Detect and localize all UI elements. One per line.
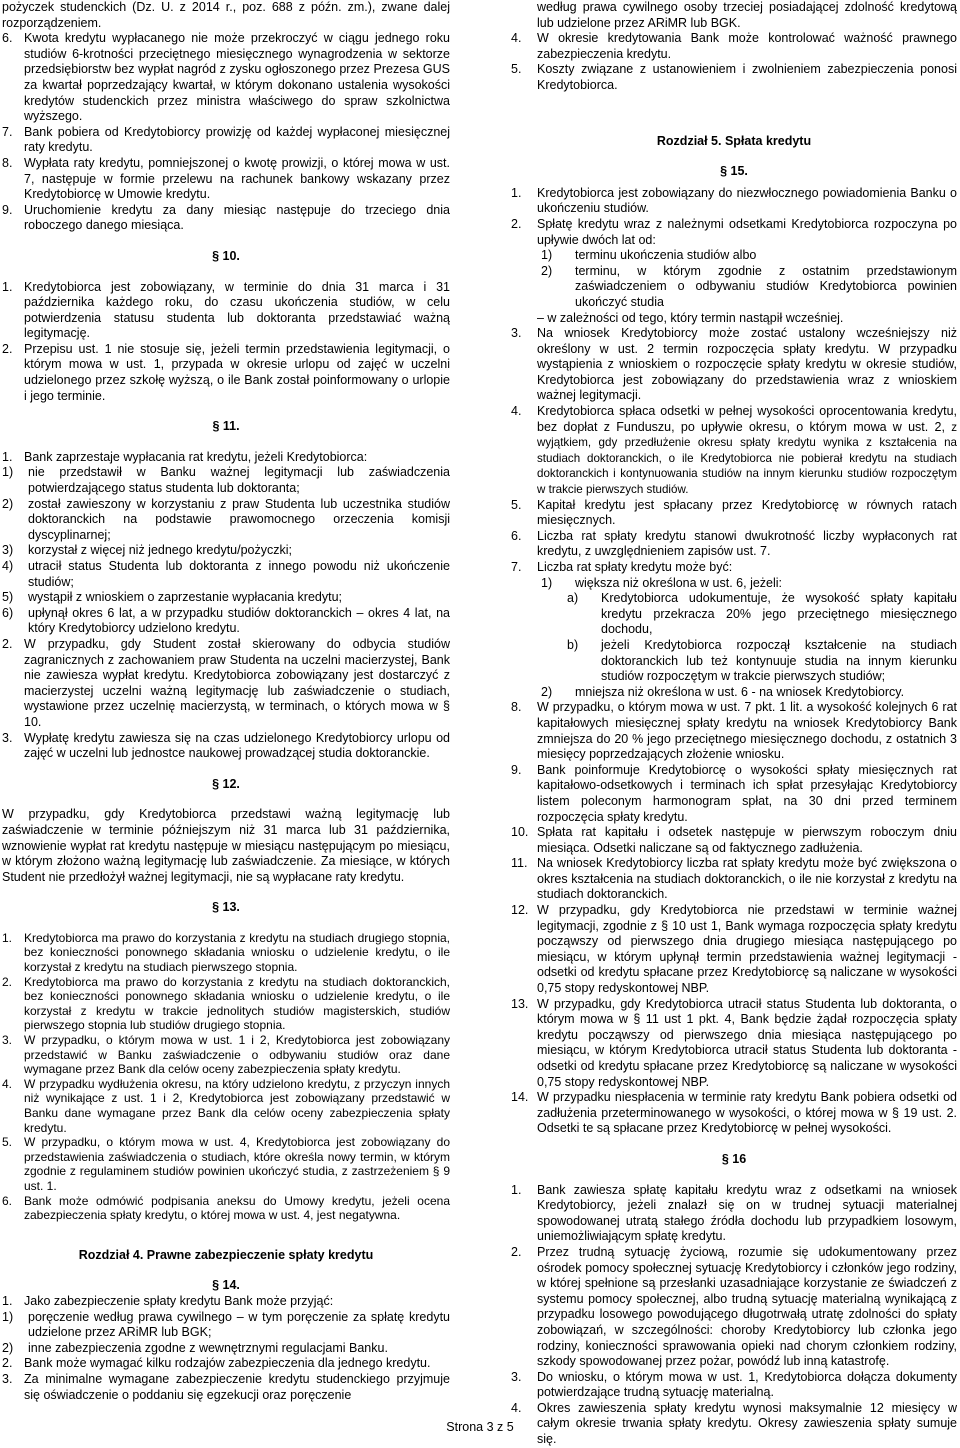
- sub-item: 2) inne zabezpieczenia zgodne z wewnętrznymi regulacjami Banku.: [2, 1340, 388, 1355]
- list-item: 2. Spłatę kredytu wraz z należnymi odsetkami Kredytobiorca rozpoczyna po upływie dwóch lat od:: [511, 216, 957, 247]
- list-item: 9. Uruchomienie kredytu za dany miesiąc następuje do trzeciego dnia roboczego danego miesiąca.: [2, 202, 450, 233]
- list-item: 5. Kapitał kredytu jest spłacany przez Kredytobiorcę w równych ratach miesięcznych.: [511, 497, 957, 528]
- list-item: 3. Za minimalne wymagane zabezpieczenie kredytu studenckiego przyjmuje się oświadczenie o poddaniu się egzekucji oraz poręczenie: [2, 1371, 450, 1402]
- list-item: 3. Na wniosek Kredytobiorcy może zostać ustalony wcześniejszy niż określony w ust. 2 termin rozpoczęcia spłaty kredytu. W przypadku wystąpienia z wnioskiem o rozpoczęcie spłaty kredytu w okresie studiów, Kredytobiorca jest zobowiązany do przedstawienia wraz z wnioskiem ważnej legitymacji.: [511, 326, 957, 403]
- list-item: 1. Kredytobiorca jest zobowiązany, w terminie do dnia 31 marca i 31 października każdego roku, do czasu ukończenia studiów, w celu potwierdzenia statusu studenta lub doktoranta przedstawiać ważną legitymację.: [2, 279, 450, 341]
- list-item: 3. W przypadku, o którym mowa w ust. 1 i 2, Kredytobiorca jest zobowiązany przedstawić w Banku zaświadczenie o odbywaniu studiów oraz dane wymagane przez Bank dla celów oceny zabezpieczenia spłaty kredytu.: [2, 1033, 450, 1077]
- section-heading-10: § 10.: [212, 248, 240, 263]
- sub-item: 1) większa niż określona w ust. 6, jeżeli:: [541, 575, 783, 590]
- list-item: 2. Przepisu ust. 1 nie stosuje się, jeżeli termin przedstawienia legitymacji, o którym mowa w ust. 1, przypada w okresie urlopu od zajęć w uczelni udzielonego przez szkołę wyższą, o ile Bank został poinformowany o urlopie i jego terminie.: [2, 341, 450, 403]
- list-item: 13. W przypadku, gdy Kredytobiorca utracił status Studenta lub doktoranta, o którym mowa w § 11 ust 1 pkt. 4, Bank będzie żądał rozpoczęcia spłaty kredytu począwszy od pierwszego dnia miesiąca następującego po miesiącu, w którym Kredytobiorca utracił status Studenta lub doktoranta - odsetki od kredytu spłacane przez Kredytobiorcę są naliczane w wysokości 0,75 stopy redyskontowej NBP.: [511, 996, 957, 1089]
- list-item: 6. Kwota kredytu wypłacanego nie może przekroczyć w ciągu jednego roku studiów 6-krotności przeciętnego miesięcznego wynagrodzenia w sektorze przedsiębiorstw bez wypłat nagród z zysku ogłoszonego przez Prezesa GUS za kwartał poprzedzający kwartał, w którym dokonano ustalenia wysokości kredytów studenckich przez ministra właściwego do spraw szkolnictwa wyższego.: [2, 31, 450, 124]
- list-item: 9. Bank poinformuje Kredytobiorcę o wysokości spłaty miesięcznych rat kapitałowo-odsetkowych i terminach ich spłat przesyłając Kredytobiorcy listem poleconym harmonogram spłat, na 30 dni przed terminem rozpoczęcia spłaty kredytu.: [511, 762, 957, 824]
- sub-item: 1) terminu ukończenia studiów albo: [541, 248, 757, 263]
- section-heading-11: § 11.: [212, 419, 240, 434]
- list-item: 2. W przypadku, gdy Student został skierowany do odbycia studiów zagranicznych z zachowaniem praw Studenta na uczelni macierzystej, Bank nie zawiesza wypłat kredytu. Kredytobiorca zobowiązany jest dostarczyć z macierzystej uczelni ważną legitymację lub zaświadczenie o studiach, wystawione przez uczelnię macierzystą, w terminach, o których mowa w § 10.: [2, 636, 450, 729]
- list-item: 1. Kredytobiorca ma prawo do korzystania z kredytu na studiach drugiego stopnia, bez konieczności ponownego składania wniosku o udzielenie kredytu, o ile korzystał z kredytu na studiach pierwszego stopnia.: [2, 930, 450, 975]
- s13-items: [2, 931, 450, 1223]
- continuation-text: według prawa cywilnego osoby trzeciej posiadającej zdolność kredytową lub udzielone przez ARiMR lub BGK.: [537, 0, 957, 30]
- section-heading-13: § 13.: [212, 900, 240, 915]
- sub-item: 6) upłynął okres 6 lat, a w przypadku studiów doktoranckich – okres 4 lat, na który Kredytobiorcy udzielono kredytu.: [2, 605, 450, 636]
- list-item: 6. Liczba rat spłaty kredytu stanowi dwukrotność liczby wypłaconych rat kredytu, z uwzględnieniem zapisów ust. 7.: [511, 528, 957, 559]
- paragraph-12: W przypadku, gdy Kredytobiorca przedstawi ważną legitymację lub zaświadczenie w terminie późniejszym niż 31 marca lub 31 października, wznowienie wypłat rat kredytu następuje w miesiącu następującym po miesiącu, w którym złożono ważną legitymację lub zaświadczenie. Za miesiące, w których Student nie przedłożył ważnej legitymacji, nie są wypłacane raty kredytu.: [2, 807, 450, 884]
- list-item: 8. Wypłata raty kredytu, pomniejszonej o kwotę prowizji, o której mowa w ust. 7, następuje w formie przelewu na rachunek bankowy wskazany przez Kredytobiorcę w Umowie kredytu.: [2, 155, 450, 202]
- list-item: 10. Spłata rat kapitału i odsetek następuje w pierwszym roboczym dniu miesiąca. Odsetki naliczane są od faktycznego zadłużenia.: [511, 825, 957, 855]
- chapter-4-heading: Rozdział 4. Prawne zabezpieczenie spłaty kredytu: [78, 1247, 374, 1262]
- sub-sub-item: a) Kredytobiorca udokumentuje, że wysokość spłaty kapitału kredytu przekracza 20% jego przeciętnego miesięcznego dochodu,: [567, 591, 957, 637]
- list-item: 3. Do wniosku, o którym mowa w ust. 1, Kredytobiorca dołącza dokumenty potwierdzające trudną sytuację materialną.: [511, 1369, 957, 1400]
- list-item: 1. Bank zawiesza spłatę kapitału kredytu wraz z odsetkami na wniosek Kredytobiorcy, jeżeli znalazł się on w trudnej sytuacji materialnej spowodowanej utratą stałego źródła dochodu lub przypadkiem losowym, uniemożliwiającym spłatę kredytu.: [511, 1182, 957, 1244]
- list-item: 12. W przypadku, gdy Kredytobiorca nie przedstawi w terminie ważnej legitymacji, zgodnie z § 10 ust 1, Bank wymaga rozpoczęcia spłaty kredytu począwszy od pierwszego dnia drugiego miesiąca następującego po miesiącu, w którym upłynął termin przedstawienia ważnej legitymacji - odsetki od kredytu spłacane przez Kredytobiorcę są naliczane w wysokości 0,75 stopy redyskontowej NBP.: [511, 903, 957, 996]
- right-column: [511, 0, 957, 1448]
- section-heading-15: § 15.: [720, 164, 748, 179]
- sub-item: 2) terminu, w którym zgodnie z ostatnim przedstawionym zaświadczeniem o odbywaniu studiów Kredytobiorca powinien ukończyć studia: [541, 263, 957, 309]
- sub-item: 4) utracił status Studenta lub doktoranta z innego powodu niż ukończenie studiów;: [2, 559, 450, 589]
- list-item: 4. Kredytobiorca spłaca odsetki w pełnej wysokości oprocentowania kredytu, bez dopłat z Funduszu, po upływie okresu, o którym mowa w ust. 2, z wyjątkiem, gdy przedłużenie okresu spłaty kredytu wynika z kształcenia na studiach doktoranckich, o ile Kredytobiorca nie pobierał kredytu na studiach doktoranckich i kontynuowania studiów na innym kierunku studiów rozpoczętym w trakcie pierwszych studiów.: [511, 404, 957, 497]
- list-item: 4. W okresie kredytowania Bank może kontrolować ważność prawnego zabezpieczenia kredytu.: [511, 31, 957, 61]
- list-item: 3. Wypłatę kredytu zawiesza się na czas udzielonego Kredytobiorcy urlopu od zajęć w uczelni lub jednostce naukowej prowadzącej studia doktoranckie.: [2, 730, 450, 761]
- list-item: 5. W przypadku, o którym mowa w ust. 4, Kredytobiorca jest zobowiązany do przedstawienia zaświadczenia o studiach, które określa nowy termin, w którym zgodnie z regulaminem studiów powinien ukończyć studia, z zastrzeżeniem § 9 ust. 1.: [2, 1135, 450, 1193]
- list-item: 4. W przypadku wydłużenia okresu, na który udzielono kredytu, z przyczyn innych niż wynikające z ust. 1 i 2, Kredytobiorca jest zobowiązany przedstawić w Banku dane wymagane przez Bank dla celów oceny zabezpieczenia spłaty kredytu.: [2, 1076, 450, 1135]
- left-column: [2, 0, 450, 1403]
- sub-sub-item: b) jeżeli Kredytobiorca rozpoczął kształcenie na studiach doktoranckich lub też kontynuuje studia na innym kierunku studiów rozpoczętym w trakcie pierwszych studiów;: [567, 637, 957, 684]
- sub-item: 1) poręczenie według prawa cywilnego – w tym poręczenie za spłatę kredytu udzielone przez ARiMR lub BGK;: [2, 1309, 450, 1340]
- list-item: 2. Przez trudną sytuację życiową, rozumie się udokumentowany przez ośrodek pomocy społecznej sytuację Kredytobiorcy i członków jego rodziny, w której spełnione są przesłanki uzasadniające korzystanie ze świadczeń z systemu pomocy społecznej, albo trudną sytuację materialną wynikającą z przypadku losowego powodującego długotrwałą utratę zdolności do spłaty zobowiązań, w szczególności: choroby Kredytobiorcy lub członka jego rodziny, konieczności sprawowania opieki nad chorym członkiem rodziny, szkody spowodowanej przez pożar, powódź lub inną katastrofę.: [511, 1244, 957, 1369]
- sub-item: 3) korzystał z więcej niż jednego kredytu/pożyczki;: [2, 543, 293, 558]
- s15-2-tail: – w zależności od tego, który termin nastąpił wcześniej.: [537, 310, 844, 325]
- list-item: 2. Kredytobiorca ma prawo do korzystania z kredytu na studiach doktoranckich, bez konieczności ponownego składania wniosku o udzielenie kredytu, o ile korzystał z kredytu w trakcie jednolitych studiów magisterskich, studiów pierwszego stopnia lub studiów drugiego stopnia.: [2, 974, 450, 1033]
- list-item: 11. Na wniosek Kredytobiorcy liczba rat spłaty kredytu może być zwiększona o okres kształcenia na studiach doktoranckich, o ile nie korzystał z kredytu na studiach doktoranckich.: [511, 856, 957, 902]
- chapter-5-heading: Rozdział 5. Spłata kredytu: [656, 133, 812, 148]
- list-item: 1. Kredytobiorca jest zobowiązany do niezwłocznego powiadomienia Banku o ukończeniu studiów.: [511, 185, 957, 216]
- sub-item: 5) wystąpił z wnioskiem o zaprzestanie wypłacania kredytu;: [2, 590, 343, 605]
- list-item: 1. Jako zabezpieczenie spłaty kredytu Bank może przyjąć:: [2, 1293, 334, 1308]
- section-heading-12: § 12.: [212, 776, 240, 791]
- list-item: 7. Bank pobiera od Kredytobiorcy prowizję od każdej wypłaconej miesięcznej raty kredytu.: [2, 124, 450, 155]
- intro-continuation: pożyczek studenckich (Dz. U. z 2014 r., poz. 688 z późn. zm.), zwane dalej rozporządzeniem.: [2, 0, 450, 30]
- list-item: 4. Okres zawieszenia spłaty kredytu wynosi maksymalnie 12 miesięcy w całym okresie trwania spłaty kredytu. Okresy zawieszenia spłaty sumuje się.: [511, 1400, 957, 1447]
- sub-item: 2) został zawieszony w korzystaniu z praw Studenta lub uczestnika studiów doktoranckich na podstawie prawomocnego orzeczenia komisji dyscyplinarnej;: [2, 496, 450, 542]
- list-item: 14. W przypadku niespłacenia w terminie raty kredytu Bank pobiera odsetki od zadłużenia przeterminowanego w wysokości, o której mowa w § 19 ust. 2. Odsetki te są spłacane przez Kredytobiorcę w pełnej wysokości.: [511, 1090, 957, 1136]
- list-item: 7. Liczba rat spłaty kredytu może być:: [511, 560, 733, 574]
- p9-items: [2, 31, 450, 234]
- sub-item: 2) mniejsza niż określona w ust. 6 - na wniosek Kredytobiorcy.: [541, 684, 905, 699]
- list-item: 6. Bank może odmówić podpisania aneksu do Umowy kredytu, jeżeli ocena zabezpieczenia spłaty kredytu, o której mowa w ust. 4, jest negatywna.: [2, 1193, 450, 1223]
- list-item: 1. Bank zaprzestaje wypłacania rat kredytu, jeżeli Kredytobiorca:: [2, 449, 368, 464]
- page-number: Strona 3 z 5: [446, 1420, 514, 1434]
- section-heading-14: § 14.: [212, 1278, 240, 1293]
- list-item: 2. Bank może wymagać kilku rodzajów zabezpieczenia dla jednego kredytu.: [2, 1356, 431, 1371]
- list-item: 8. W przypadku, o którym mowa w ust. 7 pkt. 1 lit. a wysokość kolejnych 6 rat kapitałowych miesięcznej spłaty kredytu na wniosek Kredytobiorcy Bank zmniejsza do 20 % jego przeciętnego miesięcznego dochodu, z ostatnich 3 miesięcy poprzedzających złożenie wniosku.: [511, 700, 957, 762]
- section-heading-16: § 16: [721, 1151, 747, 1166]
- list-item: 5. Koszty związane z ustanowieniem i zwolnieniem zabezpieczenia ponosi Kredytobiorca.: [511, 62, 957, 92]
- sub-item: 1) nie przedstawił w Banku ważnej legitymacji lub zaświadczenia potwierdzającego status studenta lub doktoranta;: [2, 465, 450, 496]
- sub-list: [2, 465, 450, 637]
